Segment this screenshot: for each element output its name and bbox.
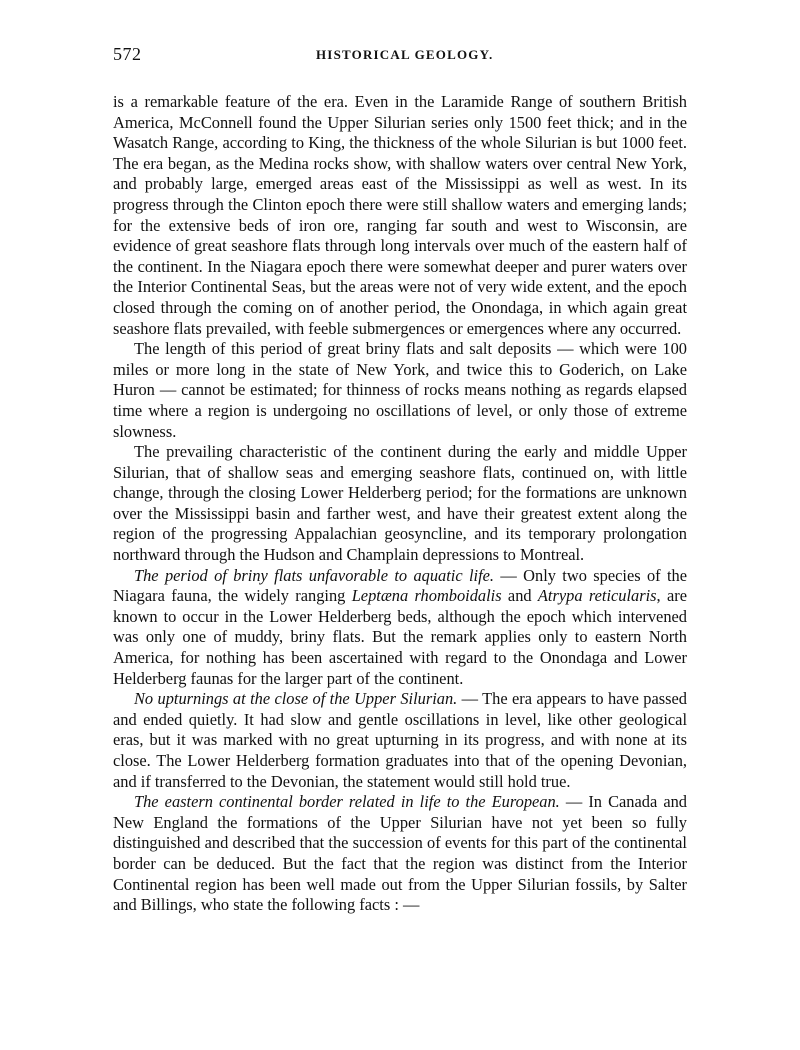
paragraph-text: The length of this period of great briny flats and salt deposits — which were 100 miles or more long in the state of New York, and twice this to Goderich, on Lake Huron — cannot be estimated; for thinness of rocks means nothing as regards elapsed time where a region is undergoing no oscillations of level, or only those of extreme slowness. <box>113 339 687 441</box>
section-heading: No upturnings at the close of the Upper Silurian. <box>134 689 458 709</box>
paragraph-text: — Only two species of the Niagara fauna, the widely ranging <box>113 565 687 606</box>
paragraph <box>113 566 687 690</box>
page-number: 572 <box>113 44 142 64</box>
paragraph <box>113 442 687 566</box>
paragraph <box>113 792 687 916</box>
section-heading: The period of briny flats unfavorable to aquatic life. <box>134 565 495 585</box>
paragraph-text: — The era appears to have passed and ended quietly. It had slow and gentle oscillations in level, like other geological eras, but it was marked with no great upturning in its progress, and with none at its close. The Lower Helderberg formation graduates into that of the opening Devonian, and if transferred to the Devonian, the statement would still hold true. <box>113 689 687 791</box>
paragraph <box>113 339 687 442</box>
page <box>113 44 687 916</box>
running-head: HISTORICAL GEOLOGY. <box>316 47 494 62</box>
section-heading: The eastern continental border related in life to the European. <box>134 792 560 812</box>
paragraph-text: is a remarkable feature of the era. Even in the Laramide Range of southern British America, McConnell found the Upper Silurian series only 1500 feet thick; and in the Wasatch Range, according to King, the thickness of the whole Silurian is but 1000 feet. The era began, as the Medina rocks show, with shallow waters over central New York, and probably large, emerged areas east of the Mississippi as well as west. In its progress through the Clinton epoch there were still shallow waters and emerging lands; for the extensive beds of iron ore, ranging far south and west to Wisconsin, are evidence of great seashore flats through long intervals over much of the eastern half of the continent. In the Niagara epoch there were somewhat deeper and purer waters over the Interior Continental Seas, but the areas were not of very wide extent, and the epoch closed through the coming on of another period, the Onondaga, in which again great seashore flats prevailed, with feeble submergences or emergences where any occurred. <box>113 92 687 338</box>
taxon-name: Atrypa reticularis <box>537 586 657 606</box>
page-header <box>113 44 687 70</box>
body-text <box>113 92 687 916</box>
paragraph <box>113 689 687 792</box>
taxon-name: Leptæna rhomboidalis <box>351 586 502 606</box>
paragraph-text: and <box>501 586 538 606</box>
paragraph-text: , are known to occur in the Lower Helderberg beds, although the epoch which intervened was only one of muddy, briny flats. But the remark applies only to eastern North America, for nothing has been ascertained with regard to the Onondaga and Lower Helderberg faunas for the larger part of the continent. <box>113 586 687 688</box>
paragraph-continued <box>113 92 687 339</box>
paragraph-text: — In Canada and New England the formations of the Upper Silurian have not yet been so fully distinguished and described that the succession of events for this part of the continental border can be deduced. But the fact that the region was distinct from the Interior Continental region has been well made out from the Upper Silurian fossils, by Salter and Billings, who state the following facts : — <box>113 792 687 915</box>
paragraph-text: The prevailing characteristic of the continent during the early and middle Upper Silurian, that of shallow seas and emerging seashore flats, continued on, with little change, through the closing Lower Helderberg period; for the formations are unknown over the Mississippi basin and farther west, and have their greatest extent along the region of the progressing Appalachian geosyncline, and its temporary prolongation northward through the Hudson and Champlain depressions to Montreal. <box>113 442 687 565</box>
